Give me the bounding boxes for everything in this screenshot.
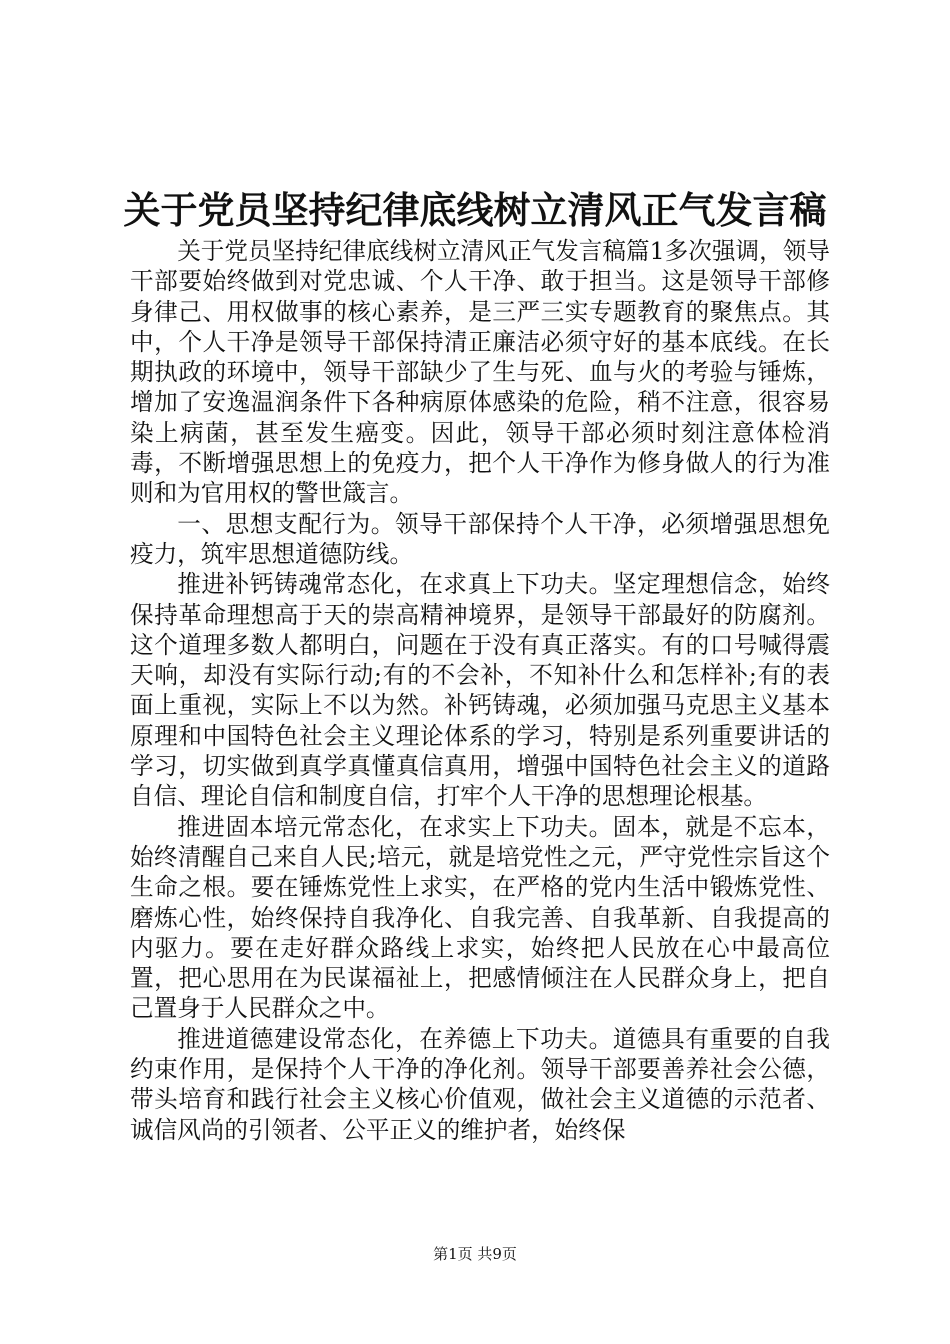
paragraph: 推进补钙铸魂常态化，在求真上下功夫。坚定理想信念，始终保持革命理想高于天的崇高精神境界，是领导干部最好的防腐剂。这个道理多数人都明白，问题在于没有真正落实。有的口号喊得震天响，却没有实际行动;有的不会补，不知补什么和怎样补;有的表面上重视，实际上不以为然。补钙铸魂，必须加强马克思主义基本原理和中国特色社会主义理论体系的学习，特别是系列重要讲话的学习，切实做到真学真懂真信真用，增强中国特色社会主义的道路自信、理论自信和制度自信，打牢个人干净的思想理论根基。 bbox=[130, 570, 830, 811]
page-indicator: 第1页 共9页 bbox=[433, 1245, 517, 1263]
document-body bbox=[130, 236, 830, 1145]
paragraph: 推进固本培元常态化，在求实上下功夫。固本，就是不忘本，始终清醒自己来自人民;培元，就是培党性之元，严守党性宗旨这个生命之根。要在锤炼党性上求实，在严格的党内生活中锻炼党性、磨炼心性，始终保持自我净化、自我完善、自我革新、自我提高的内驱力。要在走好群众路线上求实，始终把人民放在心中最高位置，把心思用在为民谋福祉上，把感情倾注在人民群众身上，把自己置身于人民群众之中。 bbox=[130, 812, 830, 1023]
page-footer bbox=[0, 1244, 950, 1264]
document-title: 关于党员坚持纪律底线树立清风正气发言稿 bbox=[123, 188, 827, 232]
paragraph: 关于党员坚持纪律底线树立清风正气发言稿篇1多次强调，领导干部要始终做到对党忠诚、个人干净、敢于担当。这是领导干部修身律己、用权做事的核心素养，是三严三实专题教育的聚焦点。其中，个人干净是领导干部保持清正廉洁必须守好的基本底线。在长期执政的环境中，领导干部缺少了生与死、血与火的考验与锤炼，增加了安逸温润条件下各种病原体感染的危险，稍不注意，很容易染上病菌，甚至发生癌变。因此，领导干部必须时刻注意体检消毒，不断增强思想上的免疫力，把个人干净作为修身做人的行为准则和为官用权的警世箴言。 bbox=[130, 237, 830, 508]
paragraph: 推进道德建设常态化，在养德上下功夫。道德具有重要的自我约束作用，是保持个人干净的净化剂。领导干部要善养社会公德，带头培育和践行社会主义核心价值观，做社会主义道德的示范者、诚信风尚的引领者、公平正义的维护者，始终保 bbox=[130, 1024, 830, 1144]
paragraph: 一、思想支配行为。领导干部保持个人干净，必须增强思想免疫力，筑牢思想道德防线。 bbox=[130, 509, 830, 568]
